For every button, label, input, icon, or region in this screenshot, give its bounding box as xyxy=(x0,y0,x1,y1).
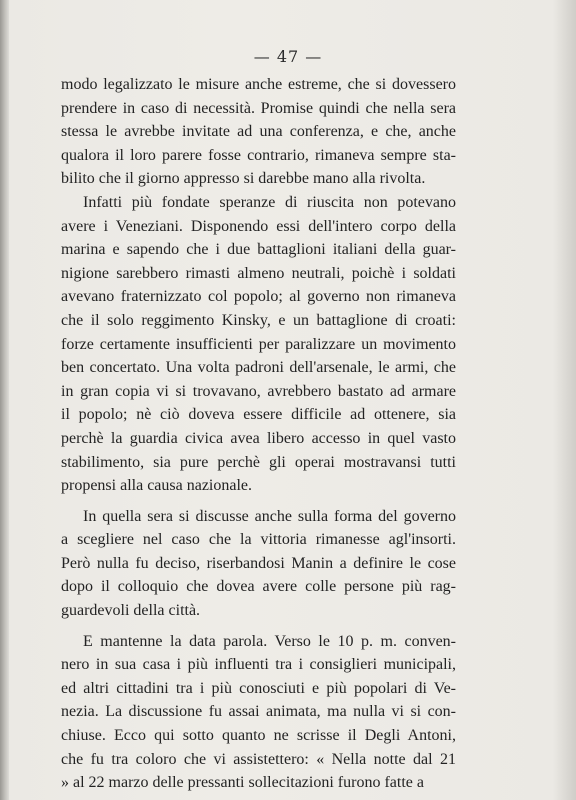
text-line: avere i Veneziani. Disponendo essi dell'intero corpo della xyxy=(61,217,456,235)
paragraph xyxy=(61,505,456,623)
text-line: In quella sera si discusse anche sulla forma del governo xyxy=(83,507,456,525)
text-line: a scegliere nel caso che la vittoria rimanesse agl'insorti. xyxy=(61,531,456,549)
paragraph-gap xyxy=(61,623,456,630)
text-line: perchè la guardia civica avea libero accesso in quel vasto xyxy=(61,429,456,447)
text-line: chiuse. Ecco qui sotto quanto ne scrisse il Degli Antoni, xyxy=(61,727,456,745)
text-line: » al 22 marzo delle pressanti sollecitazioni furono fatte a xyxy=(61,774,424,792)
text-line: prendere in caso di necessità. Promise quindi che nella sera xyxy=(61,99,456,117)
text-line: il popolo; nè ciò doveva essere difficile ad ottenere, sia xyxy=(61,406,456,424)
text-line: che il solo reggimento Kinsky, e un battaglione di croati: xyxy=(61,311,456,329)
page-gutter-shadow xyxy=(0,0,9,800)
page-body-text xyxy=(61,73,456,795)
text-line: che fu tra coloro che vi assistettero: « Nella notte dal 21 xyxy=(61,750,456,768)
text-line: qualora il loro parere fosse contrario, rimaneva sempre sta- xyxy=(61,146,456,164)
text-line: in gran copia vi si trovavano, avrebbero bastato ad armare xyxy=(61,382,456,400)
text-line: ben concertato. Una volta padroni dell'arsenale, le armi, che xyxy=(61,359,456,377)
text-line: nigione sarebbero rimasti almeno neutrali, poichè i soldati xyxy=(61,264,456,282)
text-line: forze certamente insufficienti per paralizzare un movimento xyxy=(61,335,456,353)
text-line: stabilimento, sia pure perchè gli operai mostravansi tutti xyxy=(61,453,456,471)
text-line: ed altri cittadini tra i più conosciuti e più popolari di Ve- xyxy=(61,679,456,697)
text-line: nero in sua casa i più influenti tra i consiglieri municipali, xyxy=(61,656,456,674)
paragraph-gap xyxy=(61,498,456,505)
page-number: — 47 — xyxy=(253,47,323,66)
text-line: avevano fraternizzato col popolo; al governo non rimaneva xyxy=(61,288,456,306)
text-line: guardevoli della città. xyxy=(61,602,201,620)
paragraph xyxy=(61,630,456,795)
text-line: nezia. La discussione fu assai animata, ma nulla vi si con- xyxy=(61,703,456,721)
text-line: modo legalizzato le misure anche estreme, che si dovessero xyxy=(61,76,456,93)
text-line: propensi alla causa nazionale. xyxy=(61,477,253,495)
text-line: Però nulla fu deciso, riserbandosi Manin a definire le cose xyxy=(61,554,456,572)
text-line: dopo il colloquio che dovea avere colle persone più rag- xyxy=(61,578,456,596)
text-line: bilito che il giorno appresso si darebbe mano alla rivolta. xyxy=(61,170,426,188)
text-line: marina e sapendo che i due battaglioni italiani della guar- xyxy=(61,241,456,259)
text-line: Infatti più fondate speranze di riuscita non potevano xyxy=(83,193,456,211)
text-line: stessa le avrebbe invitate ad una conferenza, e che, anche xyxy=(61,123,456,141)
paragraph xyxy=(61,73,456,191)
text-line: E mantenne la data parola. Verso le 10 p. m. conven- xyxy=(83,632,456,650)
paragraph xyxy=(61,191,456,498)
